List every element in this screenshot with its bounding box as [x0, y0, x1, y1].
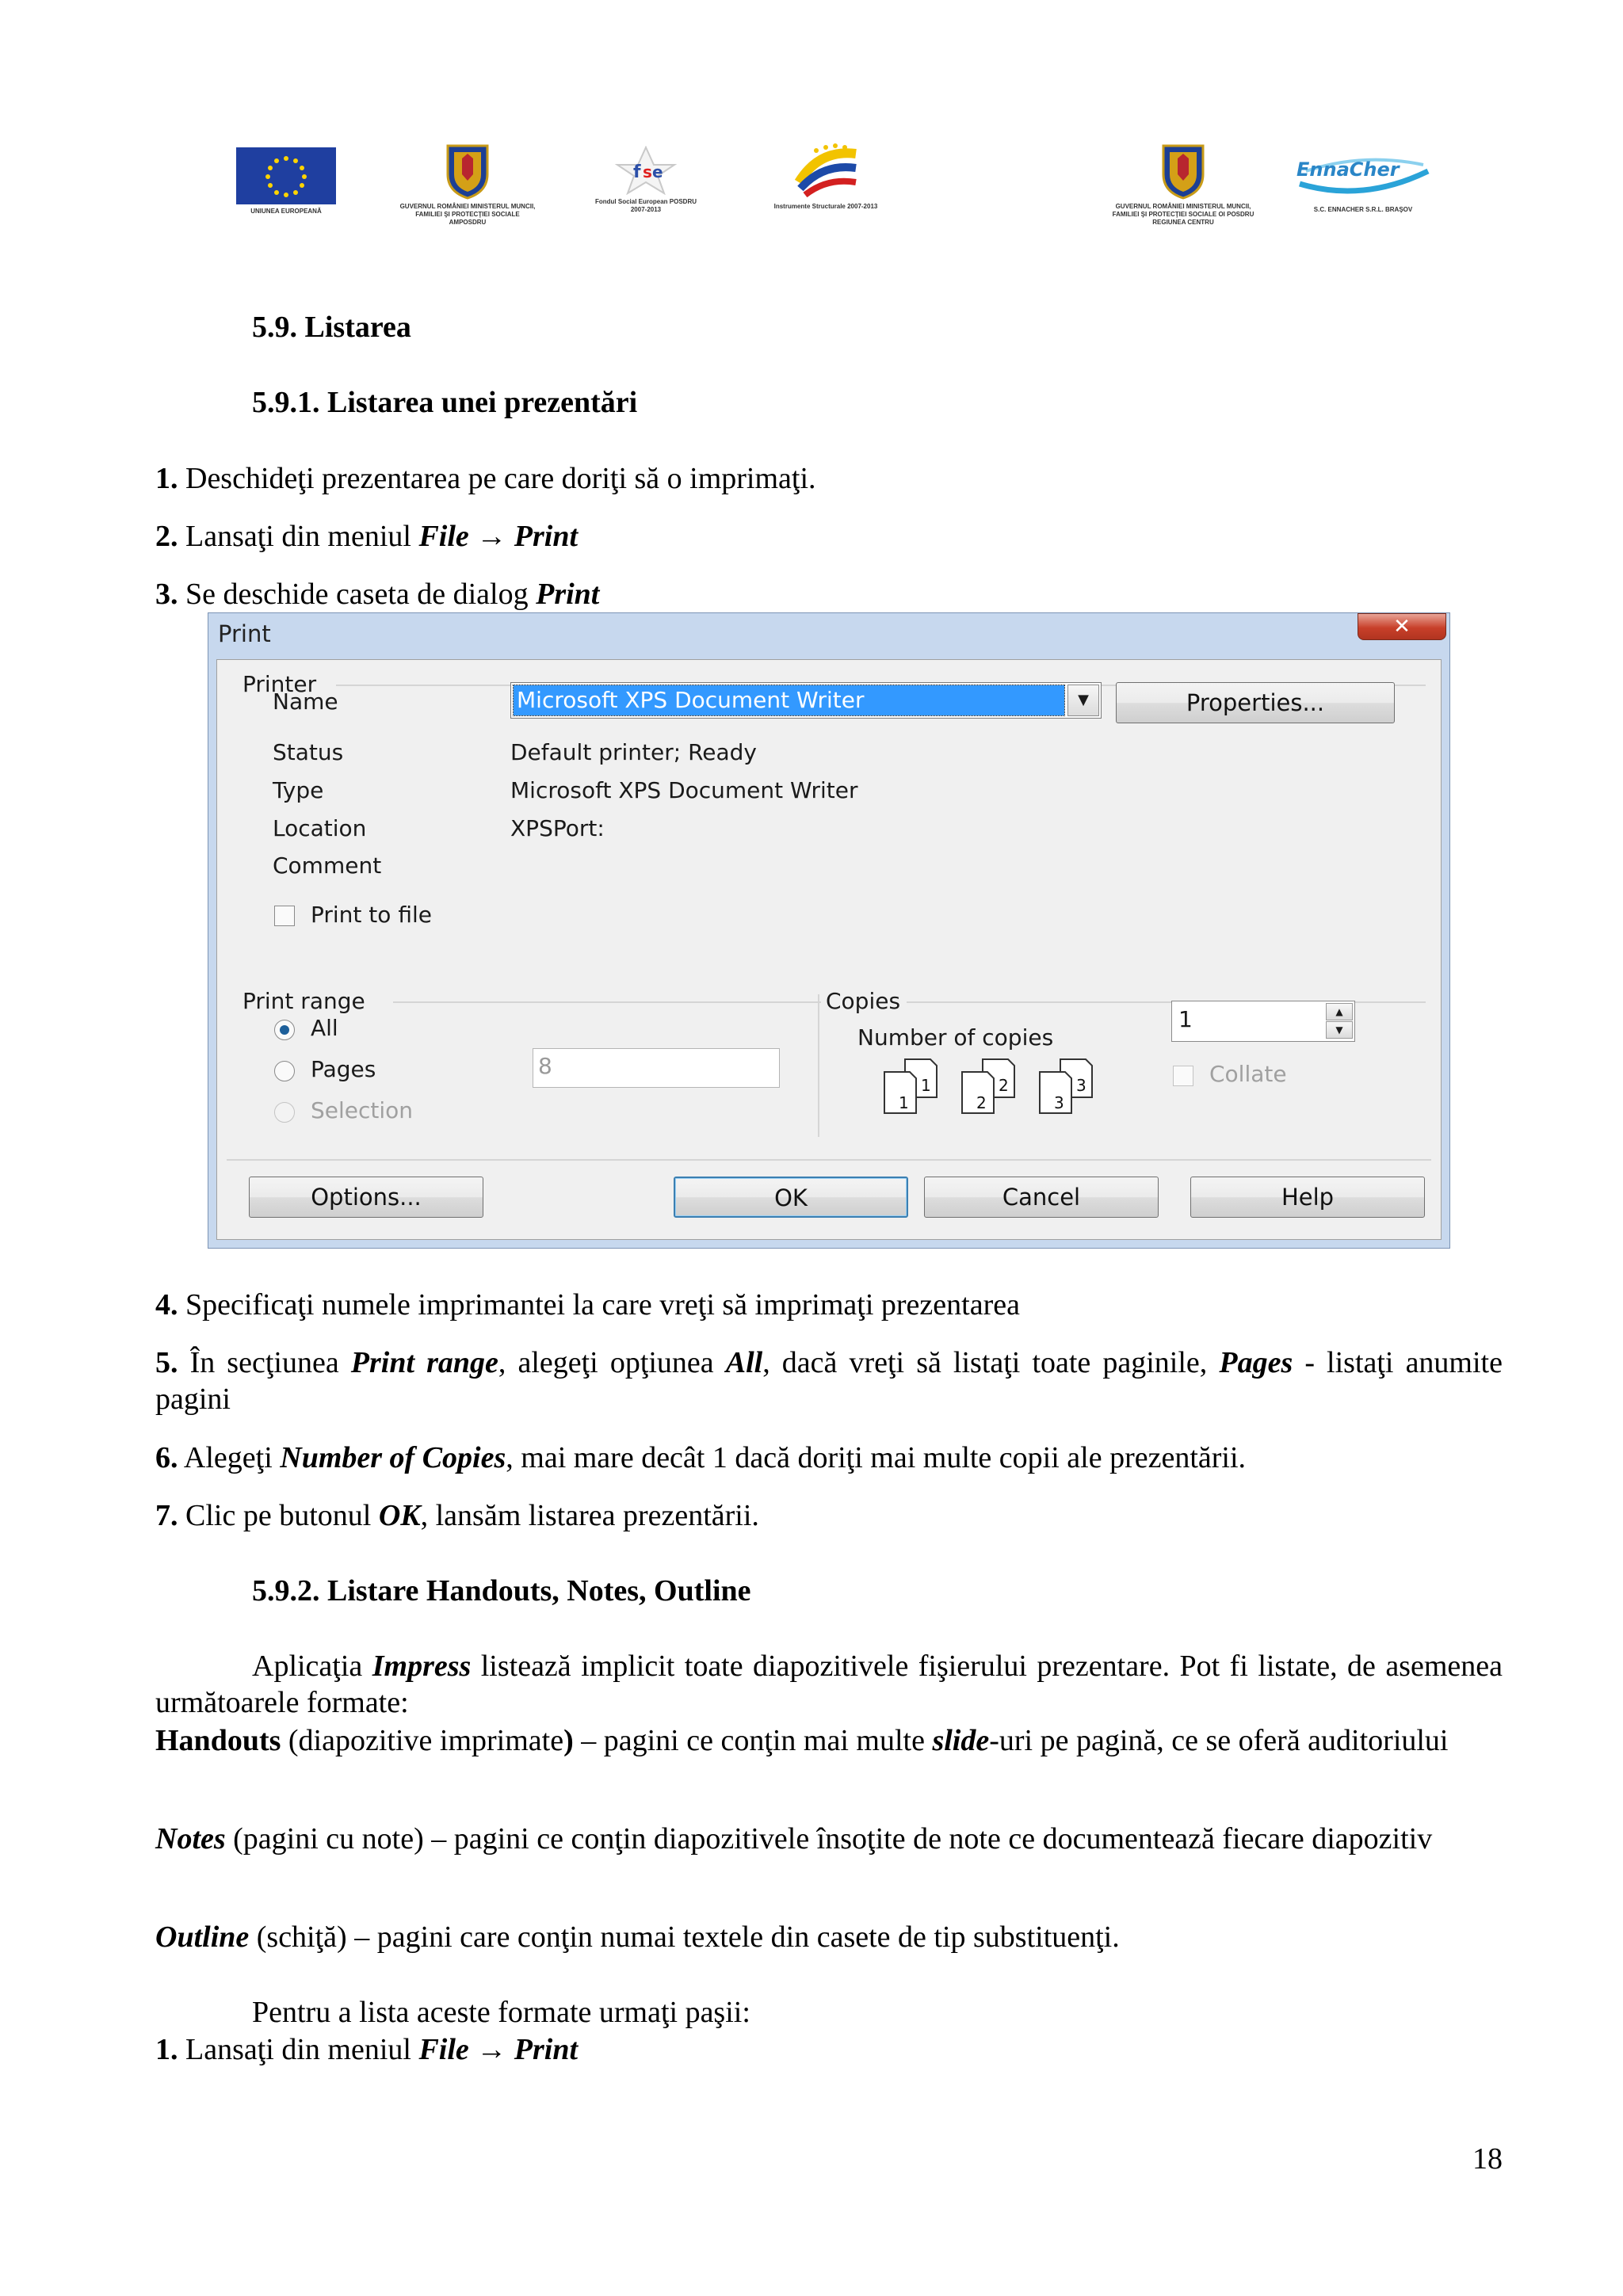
chevron-down-icon[interactable]: ▼: [1326, 1021, 1353, 1039]
step-text: Clic pe butonul: [178, 1499, 379, 1532]
close-button[interactable]: [1358, 613, 1446, 640]
step-number: 1.: [155, 2033, 178, 2066]
status-label: Status: [273, 739, 344, 765]
collate-page-number: 3: [1054, 1093, 1064, 1112]
copies-label: Number of copies: [857, 1024, 1054, 1051]
step-5: [155, 1344, 1503, 1417]
follow-steps-text: Pentru a lista aceste formate urmaţi paşii:: [252, 1996, 750, 2029]
fse-logo: [586, 146, 705, 214]
menu-print: Print: [514, 520, 579, 553]
arrow-glyph: →: [468, 520, 514, 553]
printer-name-select[interactable]: [510, 682, 1102, 719]
page-number: 18: [1472, 2142, 1503, 2176]
type-value: Microsoft XPS Document Writer: [510, 777, 858, 803]
location-value: XPSPort:: [510, 815, 605, 841]
collate-page-number: 1: [921, 1076, 931, 1095]
number-of-copies-term: Number of Copies: [280, 1441, 506, 1474]
logo-caption: Instrumente Structurale 2007-2013: [773, 203, 878, 210]
collate-label: Collate: [1209, 1061, 1287, 1087]
svg-text:s: s: [643, 162, 652, 181]
comment-label: Comment: [273, 852, 382, 879]
coat-of-arms-icon: [1159, 143, 1208, 200]
pages-input[interactable]: 8: [533, 1048, 780, 1088]
print-to-file-label: Print to file: [311, 902, 432, 928]
dialog-titlebar: [208, 613, 1449, 653]
paragraph-text: (diapozitive imprimate: [281, 1724, 564, 1757]
printer-group-label: Printer: [242, 671, 317, 697]
all-radio[interactable]: [274, 1020, 295, 1040]
subsection-heading: 5.9.1. Listarea unei prezentări: [252, 386, 638, 419]
group-divider: [393, 1001, 821, 1003]
selection-radio[interactable]: [274, 1102, 295, 1123]
chevron-up-icon[interactable]: ▲: [1326, 1003, 1353, 1020]
print-range-group-label: Print range: [242, 988, 365, 1014]
name-label: Name: [273, 688, 338, 715]
copies-group-label: Copies: [826, 988, 901, 1014]
step-1-repeat: [155, 2031, 578, 2068]
dialog-body: [216, 659, 1442, 1240]
ok-term: OK: [378, 1499, 421, 1532]
step-text: Alegeţi: [178, 1441, 281, 1474]
print-to-file-checkbox[interactable]: [274, 906, 295, 926]
printer-name-value: Microsoft XPS Document Writer: [514, 685, 1064, 715]
collate-page-number: 2: [999, 1076, 1009, 1095]
copies-value: 1: [1178, 1006, 1193, 1032]
notes-paragraph: [155, 1821, 1503, 1857]
print-range-term: Print range: [350, 1346, 498, 1379]
header-logos: [0, 143, 1623, 261]
type-label: Type: [273, 777, 324, 803]
impress-term: Impress: [372, 1650, 472, 1683]
logo-caption: UNIUNEA EUROPEANĂ: [250, 208, 322, 215]
collate-page-number: 1: [899, 1093, 909, 1112]
fse-star-icon: [614, 146, 678, 195]
step-text: , mai mare decât 1 dacă doriţi mai multe copii ale prezentării.: [506, 1441, 1247, 1474]
arrow-glyph: →: [468, 2033, 514, 2066]
paragraph-text: (pagini cu note) – pagini ce conţin diapozitivele însoţite de note ce documentează fiecare diapozitiv: [225, 1822, 1433, 1855]
step-number: 1.: [155, 462, 178, 495]
step-text: , alegeţi opţiunea: [498, 1346, 726, 1379]
section-heading: 5.9. Listarea: [252, 311, 411, 344]
step-number: 5.: [155, 1346, 178, 1379]
collate-checkbox[interactable]: [1173, 1066, 1193, 1086]
outline-paragraph: [155, 1919, 1503, 1955]
step-3: [155, 576, 599, 612]
options-button[interactable]: Options...: [249, 1177, 483, 1218]
step-number: 4.: [155, 1288, 178, 1322]
status-value: Default printer; Ready: [510, 739, 757, 765]
dialog-title: Print: [218, 620, 271, 647]
slide-term: slide: [932, 1724, 990, 1757]
group-separator: [818, 994, 819, 1137]
subsection-heading: 5.9.2. Listare Handouts, Notes, Outline: [252, 1574, 751, 1608]
menu-file: File: [418, 520, 469, 553]
romania-coat-logo-1: [396, 143, 539, 227]
cancel-button[interactable]: Cancel: [924, 1177, 1159, 1218]
structural-instruments-icon: [788, 143, 864, 200]
help-button[interactable]: Help: [1190, 1177, 1425, 1218]
pages-term: Pages: [1219, 1346, 1293, 1379]
step-text: , lansăm listarea prezentării.: [420, 1499, 759, 1532]
selection-label: Selection: [311, 1097, 414, 1123]
paragraph-text: -uri pe pagină, ce se oferă auditoriului: [989, 1724, 1449, 1757]
step-1: [155, 460, 816, 497]
handouts-paragraph: [155, 1722, 1503, 1759]
step-number: 6.: [155, 1441, 178, 1474]
paragraph-text: (schiţă) – pagini care conţin numai textele din casete de tip substituenţi.: [249, 1920, 1120, 1954]
step-text: Se deschide caseta de dialog: [178, 578, 537, 611]
romania-coat-logo-2: [1108, 143, 1258, 227]
outline-term: Outline: [155, 1920, 250, 1954]
step-text: - listaţi anumite pagini: [155, 1346, 1503, 1416]
chevron-down-icon[interactable]: ▼: [1067, 685, 1099, 716]
logo-caption: GUVERNUL ROMÂNIEI MINISTERUL MUNCII, FAMILIEI ŞI PROTECŢIEI SOCIALE AMPOSDRU: [399, 203, 536, 226]
ennacher-wordmark: EnnaCher: [1296, 158, 1400, 181]
logo-caption: GUVERNUL ROMÂNIEI MINISTERUL MUNCII, FAMILIEI ŞI PROTECŢIEI SOCIALE OI POSDRU REGIUNEA CENTRU: [1112, 203, 1254, 226]
step-text: , dacă vreţi să listaţi toate paginile,: [762, 1346, 1220, 1379]
step-text: În secţiunea: [178, 1346, 351, 1379]
notes-term: Notes: [155, 1822, 226, 1855]
paragraph-text: – pagini ce conţin mai multe: [573, 1724, 933, 1757]
step-text: Specificaţi numele imprimantei la care vreţi să imprimaţi prezentarea: [178, 1288, 1020, 1322]
collate-pages-icon: [881, 1056, 1111, 1119]
paragraph-text: listează implicit toate diapozitivele fişierului prezentare. Pot fi listate, de asemenea următoarele formate:: [155, 1650, 1503, 1719]
ok-button[interactable]: OK: [674, 1177, 908, 1218]
print-dialog-screenshot: [208, 612, 1450, 1249]
menu-print: Print: [514, 2033, 579, 2066]
ennacher-swoosh-icon: [1292, 147, 1434, 203]
menu-file: File: [418, 2033, 469, 2066]
dialog-name: Print: [536, 578, 600, 611]
close-icon: ✕: [1393, 615, 1411, 639]
ennacher-logo: [1292, 147, 1434, 214]
step-text: Deschideţi prezentarea pe care doriţi să o imprimaţi.: [178, 462, 816, 495]
properties-button[interactable]: Properties...: [1116, 682, 1395, 723]
pages-label: Pages: [311, 1056, 376, 1082]
step-number: 2.: [155, 520, 178, 553]
instrumente-structurale-logo: [762, 143, 889, 211]
eu-flag-logo: [235, 147, 338, 215]
step-2: [155, 518, 578, 555]
step-6: [155, 1440, 1246, 1476]
collate-page-number: 3: [1076, 1076, 1086, 1095]
svg-text:f: f: [633, 162, 641, 182]
step-number: 7.: [155, 1499, 178, 1532]
footer-divider: [227, 1159, 1431, 1161]
location-label: Location: [273, 815, 367, 841]
coat-of-arms-icon: [443, 143, 492, 200]
all-term: All: [725, 1346, 763, 1379]
step-4: [155, 1287, 1020, 1323]
intro-paragraph: [155, 1648, 1503, 1721]
eu-flag-icon: [236, 147, 336, 204]
step-text: Lansaţi din meniul: [178, 520, 419, 553]
copies-stepper[interactable]: [1171, 1001, 1355, 1042]
svg-text:e: e: [652, 162, 663, 181]
step-7: [155, 1497, 759, 1534]
handouts-term: Handouts: [155, 1724, 281, 1757]
step-number: 3.: [155, 578, 178, 611]
pages-radio[interactable]: [274, 1061, 295, 1081]
all-label: All: [311, 1015, 338, 1041]
paragraph-text: Aplicaţia: [252, 1650, 372, 1683]
step-text: Lansaţi din meniul: [178, 2033, 419, 2066]
paragraph-text: ): [563, 1724, 574, 1757]
logo-caption: S.C. ENNACHER S.R.L. BRAŞOV: [1313, 206, 1413, 213]
collate-page-number: 2: [976, 1093, 987, 1112]
logo-caption: Fondul Social European POSDRU 2007-2013: [594, 198, 697, 213]
